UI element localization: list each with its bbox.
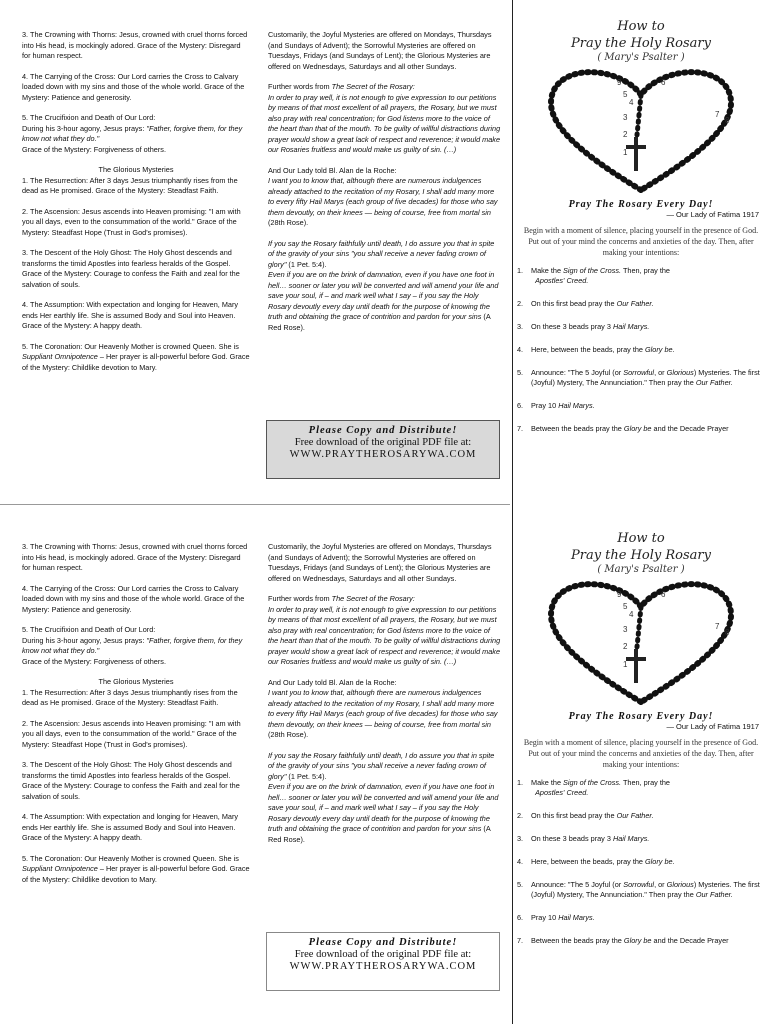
pray-every-day: Pray The Rosary Every Day! [568, 199, 714, 210]
bead-label-2: 2 [623, 642, 628, 651]
bead-label-9: 9 [617, 590, 622, 599]
bead-label-4: 4 [629, 610, 634, 619]
bead-label-8: 8 [725, 628, 730, 637]
rosary-heart-diagram [541, 577, 741, 707]
mystery-ascension: 2. The Ascension: Jesus ascends into Heaven promising: "I am with you all days, even to the consummation of the world." Grace of the Mystery: Steadfast Hope (Trust in God's promises). [22, 206, 241, 237]
secret-of-rosary-quote: Further words from The Secret of the Rosary: In order to pray well, it is not enough to give expression to our petitions by means of that most excellent of all prayers, the Rosary, but we must also pray with real concentration; for God listens more to the voice of the heart than that of the mouth. To be guilty of willful distractions during prayer would show a great lack of respect and reverence; it would make our Rosaries fruitless and would make us guilty of sin. (…) [268, 594, 501, 666]
mystery-ascension: 2. The Ascension: Jesus ascends into Heaven promising: "I am with you all days, even to the consummation of the world." Grace of the Mystery: Steadfast Hope (Trust in God's promises). [22, 718, 241, 749]
mysteries-column [22, 30, 250, 383]
steps-list [517, 266, 765, 434]
bead-label-5: 5 [623, 90, 628, 99]
step-5: 5. Announce: "The 5 Joyful (or Sorrowful, or Glorious) Mysteries. The first (Joyful) Mystery, The Annunciation." Then pray the Our Father. [517, 880, 760, 899]
step-4: 4. Here, between the beads, pray the Glory be. [517, 345, 675, 354]
step-2: 2. On this first bead pray the Our Father. [517, 811, 654, 820]
mystery-crucifixion [22, 113, 250, 155]
mysteries-column [22, 542, 250, 895]
mystery-crucifixion [22, 625, 250, 667]
mystery-carrying-cross: 4. The Carrying of the Cross: Our Lord carries the Cross to Calvary loaded down with my sins and those of the whole world. Grace of the Mystery: Patience and generosity. [22, 71, 245, 102]
mysteries-schedule: Customarily, the Joyful Mysteries are offered on Mondays, Thursdays (and Sundays of Advent); the Sorrowful Mysteries are offered on Tuesdays, Fridays (and Sundays of Lent); the Glorious Mysteries are offered on Wednesdays, Saturdays and all other Sundays. [268, 30, 492, 71]
crucifixion-title: 5. The Crucifixion and Death of Our Lord: [22, 113, 156, 122]
subtitle-marys-psalter: ( Mary's Psalter ) [597, 52, 685, 63]
bead-label-8: 8 [725, 116, 730, 125]
fatima-attribution: — Our Lady of Fatima 1917 [666, 722, 759, 731]
mysteries-schedule: Customarily, the Joyful Mysteries are offered on Mondays, Thursdays (and Sundays of Advent); the Sorrowful Mysteries are offered on Tuesdays, Fridays (and Sundays of Lent); the Glorious Mysteries are offered on Wednesdays, Saturdays and all other Sundays. [268, 542, 492, 583]
mystery-descent-holy-ghost: 3. The Descent of the Holy Ghost: The Holy Ghost descends and transforms the timid Apostles into fearless heralds of the Gospel. Grace of the Mystery: Courage to confess the Faith and zeal for the salvation of souls. [22, 248, 240, 289]
bead-label-3: 3 [623, 625, 628, 634]
intro-text: Begin with a moment of silence, placing yourself in the presence of God. Put out of your mind the concerns and anxieties of the day. Then, after making your intentions: [523, 226, 759, 257]
crucifixion-grace: Grace of the Mystery: Forgiveness of others. [22, 144, 166, 154]
step-6: 6. Pray 10 Hail Marys. [517, 913, 595, 922]
mystery-crowning: 3. The Crowning with Thorns: Jesus, crowned with cruel thorns forced into His head, is mockingly adored. Grace of the Mystery: Disregard for human respect. [22, 30, 248, 60]
faithful-until-death-quote: If you say the Rosary faithfully until death, I do assure you that in spite of the gravity of your sins "you shall receive a never fading crown of glory" (1 Pet. 5:4). Even if you are on the brink of damnation, even if you have one foot in hell… sooner or later you will be converted and will amend your life and save your soul, if – and mark well what I say – if you say the Holy Rosary devoutly every day until death for the purpose of knowing the truth and obtaining the grace of contrition and pardon for your sins (A Red Rose). [268, 750, 499, 844]
secret-of-rosary-quote: Further words from The Secret of the Rosary: In order to pray well, it is not enough to give expression to our petitions by means of that most excellent of all prayers, the Rosary, but we must also pray with real concentration; for God listens more to the voice of the heart than that of the mouth. To be guilty of willful distractions during prayer would show a great lack of respect and reverence; it would make our Rosaries fruitless and would make us guilty of sin. (…) [268, 82, 501, 154]
bead-label-9: 9 [617, 78, 622, 87]
step-7: 7. Between the beads pray the Glory be and the Decade Prayer [517, 424, 729, 433]
step-2: 2. On this first bead pray the Our Father. [517, 299, 654, 308]
title-how-to: How to [617, 19, 665, 34]
mystery-carrying-cross: 4. The Carrying of the Cross: Our Lord carries the Cross to Calvary loaded down with my sins and those of the whole world. Grace of the Mystery: Patience and generosity. [22, 583, 245, 614]
bead-label-4: 4 [629, 98, 634, 107]
faithful-until-death-quote: If you say the Rosary faithfully until death, I do assure you that in spite of the gravity of your sins "you shall receive a never fading crown of glory" (1 Pet. 5:4). Even if you are on the brink of damnation, even if you have one foot in hell… sooner or later you will be converted and will amend your life and save your soul, if – and mark well what I say – if you say the Holy Rosary devoutly every day until death for the purpose of knowing the truth and obtaining the grace of contrition and pardon for your sins (A Red Rose). [268, 238, 499, 332]
mystery-descent-holy-ghost: 3. The Descent of the Holy Ghost: The Holy Ghost descends and transforms the timid Apostles into fearless heralds of the Gospel. Grace of the Mystery: Courage to confess the Faith and zeal for the salvation of souls. [22, 760, 240, 801]
bead-label-1: 1 [623, 660, 628, 669]
promo-url: WWW.PRAYTHEROSARYWA.COM [289, 449, 477, 460]
crucifixion-text: During his 3-hour agony, Jesus prays: [22, 635, 147, 645]
mystery-assumption: 4. The Assumption: With expectation and longing for Heaven, Mary ends Her earthly life. She is assumed Body and Soul into Heaven. Grace of the Mystery: A happy death. [22, 300, 239, 330]
step-5: 5. Announce: "The 5 Joyful (or Sorrowful, or Glorious) Mysteries. The first (Joyful) Mystery, The Annunciation." Then pray the Our Father. [517, 368, 760, 387]
step-7: 7. Between the beads pray the Glory be and the Decade Prayer [517, 936, 729, 945]
promo-line: Free download of the original PDF file at: [294, 949, 472, 960]
our-lady-quote: And Our Lady told Bl. Alan de la Roche: I want you to know that, although there are numerous indulgences already attached to the recitation of my Rosary, I shall add many more to every fifty Hail Marys (each group of five decades) for those who say them devoutly, on their knees — being of course, free from mortal sin (28th Rose). [268, 677, 498, 739]
glorious-heading: The Glorious Mysteries [98, 165, 174, 174]
pray-every-day: Pray The Rosary Every Day! [568, 711, 714, 722]
mystery-resurrection: 1. The Resurrection: After 3 days Jesus triumphantly rises from the dead as He promised. Grace of the Mystery: Steadfast Faith. [22, 687, 238, 707]
secret-rosary-column [268, 542, 502, 855]
rosary-heart-diagram [541, 65, 741, 195]
step-4: 4. Here, between the beads, pray the Glory be. [517, 857, 675, 866]
mystery-crowning: 3. The Crowning with Thorns: Jesus, crowned with cruel thorns forced into His head, is mockingly adored. Grace of the Mystery: Disregard for human respect. [22, 542, 248, 572]
copy-distribute-box [266, 932, 500, 991]
promo-url: WWW.PRAYTHEROSARYWA.COM [289, 961, 477, 972]
how-to-column [517, 530, 765, 959]
step-3: 3. On these 3 beads pray 3 Hail Marys. [517, 322, 650, 331]
secret-rosary-column [268, 30, 502, 343]
crucifixion-grace: Grace of the Mystery: Forgiveness of others. [22, 656, 166, 666]
tract-bottom [0, 512, 768, 1009]
step-1: 1. Make the Sign of the Cross. Then, pray the Apostles' Creed. [517, 266, 670, 285]
step-1: 1. Make the Sign of the Cross. Then, pray the Apostles' Creed. [517, 778, 670, 797]
bead-label-7: 7 [715, 622, 720, 631]
subtitle-marys-psalter: ( Mary's Psalter ) [597, 564, 685, 575]
step-6: 6. Pray 10 Hail Marys. [517, 401, 595, 410]
title-pray-rosary: Pray the Holy Rosary [570, 548, 711, 563]
how-to-column [517, 18, 765, 447]
promo-heading: Please Copy and Distribute! [308, 425, 458, 436]
bead-label-3: 3 [623, 113, 628, 122]
fatima-attribution: — Our Lady of Fatima 1917 [666, 210, 759, 219]
title-pray-rosary: Pray the Holy Rosary [570, 36, 711, 51]
copy-distribute-box [266, 420, 500, 479]
intro-text: Begin with a moment of silence, placing yourself in the presence of God. Put out of your mind the concerns and anxieties of the day. Then, after making your intentions: [523, 738, 759, 769]
promo-heading: Please Copy and Distribute! [308, 937, 458, 948]
glorious-heading: The Glorious Mysteries [98, 677, 174, 686]
promo-line: Free download of the original PDF file at: [294, 437, 472, 448]
step-3: 3. On these 3 beads pray 3 Hail Marys. [517, 834, 650, 843]
bead-label-2: 2 [623, 130, 628, 139]
mystery-coronation: 5. The Coronation: Our Heavenly Mother is crowned Queen. She is Suppliant Omnipotence – Her prayer is all-powerful before God. Grace of the Mystery: Childlike devotion to Mary. [22, 341, 250, 372]
bead-label-6: 6 [661, 78, 666, 87]
crucifixion-quote: "Father, forgive them, for they know not what they do." [22, 123, 243, 143]
title-how-to: How to [617, 531, 665, 546]
bead-label-5: 5 [623, 602, 628, 611]
crucifixion-title: 5. The Crucifixion and Death of Our Lord: [22, 625, 156, 634]
crucifixion-quote: "Father, forgive them, for they know not what they do." [22, 635, 243, 655]
mystery-resurrection: 1. The Resurrection: After 3 days Jesus triumphantly rises from the dead as He promised. Grace of the Mystery: Steadfast Faith. [22, 175, 238, 195]
tract-top [0, 0, 768, 497]
bead-label-6: 6 [661, 590, 666, 599]
bead-label-1: 1 [623, 148, 628, 157]
our-lady-quote: And Our Lady told Bl. Alan de la Roche: I want you to know that, although there are numerous indulgences already attached to the recitation of my Rosary, I shall add many more to every fifty Hail Marys (each group of five decades) for those who say them devoutly, on their knees — being of course, free from mortal sin (28th Rose). [268, 165, 498, 227]
mystery-assumption: 4. The Assumption: With expectation and longing for Heaven, Mary ends Her earthly life. She is assumed Body and Soul into Heaven. Grace of the Mystery: A happy death. [22, 812, 239, 842]
steps-list [517, 778, 765, 946]
mystery-coronation: 5. The Coronation: Our Heavenly Mother is crowned Queen. She is Suppliant Omnipotence – Her prayer is all-powerful before God. Grace of the Mystery: Childlike devotion to Mary. [22, 853, 250, 884]
crucifixion-text: During his 3-hour agony, Jesus prays: [22, 123, 147, 133]
horizontal-divider [0, 504, 510, 505]
bead-label-7: 7 [715, 110, 720, 119]
